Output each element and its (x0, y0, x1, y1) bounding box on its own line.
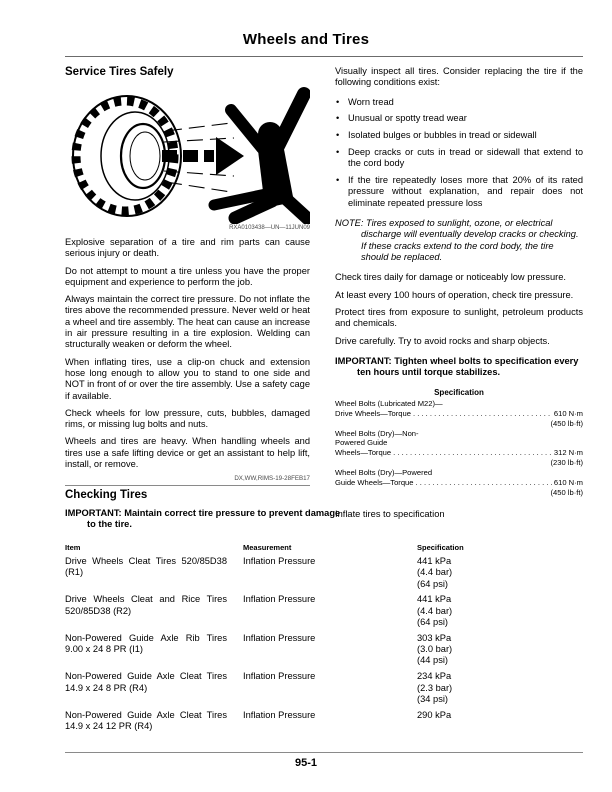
section-heading-service-tires: Service Tires Safely (65, 66, 174, 78)
tire-pressure-table (65, 543, 583, 733)
specification-cell (417, 671, 583, 705)
list-item: • Worn tread (335, 97, 583, 108)
spec-value-secondary: (450 lb·ft) (550, 418, 583, 428)
spec-entry (335, 429, 583, 469)
dot-leader (413, 409, 552, 419)
measurement-cell: Inflation Pressure (243, 671, 316, 682)
list-item: • Deep cracks or cuts in tread or sidewall that extend to the cord body (335, 147, 583, 170)
list-item: • Unusual or spotty tread wear (335, 113, 583, 124)
item-cell: Drive Wheels Cleat Tires 520/85D38 (R1) (65, 556, 227, 578)
header-divider (65, 56, 583, 57)
paragraph: Explosive separation of a tire and rim parts can cause serious injury or death. (65, 237, 310, 259)
spec-line: 441 kPa (417, 594, 452, 605)
note-paragraph: NOTE: Tires exposed to sunlight, ozone, or electrical discharge will eventually develop cracks or checking. If these cracks extend to the cord body, the tire should be replaced. (335, 217, 579, 262)
right-column (335, 66, 583, 529)
list-item: • Isolated bulges or bubbles in tread or sidewall (335, 130, 583, 141)
item-cell: Non-Powered Guide Axle Cleat Tires 14.9 x 24 12 PR (R4) (65, 709, 227, 731)
paragraph: Wheels and tires are heavy. When handling wheels and tires use a safe lifting device or get an assistant to help lift, install, or remove. (65, 436, 310, 470)
spec-leader-line (335, 409, 583, 419)
table-row (65, 556, 583, 590)
section-heading-checking-tires: Checking Tires (65, 489, 148, 501)
list-item: • If the tire repeatedly loses more that 20% of its rated pressure without explanation, and repair does not eliminate repeated pressure loss (335, 175, 583, 209)
page-number: 95-1 (294, 757, 318, 769)
spec-line: (64 psi) (417, 578, 449, 589)
spec-pre-line: Powered Guide (335, 438, 388, 448)
column-header-specification: Specification (417, 542, 464, 552)
inspection-bullet-list (335, 97, 583, 209)
inflate-spec-line: Inflate tires to specification (335, 508, 445, 519)
tire-explosion-warning-illustration (65, 84, 310, 224)
important-paragraph: IMPORTANT: Maintain correct tire pressure to prevent damage to the tire. (65, 508, 341, 530)
specification-cell (417, 633, 583, 667)
table-row (65, 633, 583, 667)
spec-leader-line (335, 448, 583, 458)
important-paragraph: IMPORTANT: Tighten wheel bolts to specification every ten hours until torque stabilizes. (335, 355, 579, 378)
specification-cell (417, 710, 583, 733)
item-cell: Drive Wheels Cleat and Rice Tires 520/85D38 (R2) (65, 594, 227, 616)
spec-line: (4.4 bar) (417, 605, 453, 616)
dot-leader (393, 448, 552, 458)
paragraph: Protect tires from exposure to sunlight, petroleum products and chemicals. (335, 307, 583, 329)
spec-label: Wheels—Torque (335, 448, 392, 458)
spec-line: (4.4 bar) (417, 567, 453, 578)
spec-value: 610 N·m (553, 478, 583, 488)
measurement-cell: Inflation Pressure (243, 594, 316, 605)
spec-line: 290 kPa (417, 709, 452, 720)
measurement-cell: Inflation Pressure (243, 556, 316, 567)
footer-divider (65, 752, 583, 753)
paragraph: Drive carefully. Try to avoid rocks and sharp objects. (335, 335, 550, 346)
spec-line: (44 psi) (417, 655, 449, 666)
spec-value: 610 N·m (553, 408, 583, 418)
table-row (65, 671, 583, 705)
spec-line: 441 kPa (417, 556, 452, 567)
column-header-item: Item (65, 542, 81, 552)
spec-table-title: Specification (434, 387, 484, 397)
paragraph: Check wheels for low pressure, cuts, bubbles, damaged rims, or missing lug bolts and nuts. (65, 407, 310, 430)
spec-line: 234 kPa (417, 671, 452, 682)
column-header-measurement: Measurement (243, 542, 292, 552)
spec-line: (64 psi) (417, 617, 449, 628)
paragraph: Do not attempt to mount a tire unless you have the proper equipment and experience to perform the job. (65, 265, 310, 287)
item-cell: Non-Powered Guide Axle Rib Tires 9.00 x 24 8 PR (I1) (65, 632, 227, 655)
spec-entry (335, 399, 583, 429)
left-column (65, 66, 310, 486)
spec-pre-line: Wheel Bolts (Dry)—Powered (335, 468, 433, 478)
tire-explosion-warning-figure (65, 84, 310, 231)
spec-line: (3.0 bar) (417, 644, 453, 655)
section-end-divider (65, 485, 310, 486)
spec-line: 303 kPa (417, 632, 452, 643)
document-code: DX,WW,RIMS-19-28FEB17 (234, 475, 310, 483)
torque-spec-block (335, 399, 583, 498)
table-header-row (65, 543, 583, 552)
spec-label: Drive Wheels—Torque (335, 408, 411, 418)
spec-pre-line: Wheel Bolts (Dry)—Non- (335, 428, 419, 438)
paragraph: At least every 100 hours of operation, check tire pressure. (335, 289, 574, 300)
spec-value: 312 N·m (553, 448, 583, 458)
specification-cell (417, 594, 583, 628)
dot-leader (416, 478, 552, 488)
measurement-cell: Inflation Pressure (243, 632, 316, 643)
spec-label: Guide Wheels—Torque (335, 478, 414, 488)
page-title: Wheels and Tires (242, 31, 370, 48)
spec-line: (2.3 bar) (417, 682, 453, 693)
paragraph: Always maintain the correct tire pressure. Do not inflate the tires above the recommended pressure. Never weld or heat a wheel and tire assembly. The heat can cause an increase in air pressure resulting in a tire explosion. Welding can structurally weaken or deform the wheel. (65, 294, 310, 350)
specification-cell (417, 556, 583, 590)
checking-tires-section (65, 489, 583, 732)
paragraph: Check tires daily for damage or noticeably low pressure. (335, 272, 566, 283)
spec-line: (34 psi) (417, 693, 449, 704)
inspection-intro: Visually inspect all tires. Consider replacing the tire if the following conditions exist: (335, 66, 583, 88)
figure-id-caption: RXA0103438—UN—11JUN09 (229, 225, 310, 231)
spec-pre-line: Wheel Bolts (Lubricated M22)— (335, 398, 443, 408)
spec-leader-line (335, 478, 583, 488)
spec-value-secondary: (230 lb·ft) (550, 458, 583, 468)
item-cell: Non-Powered Guide Axle Cleat Tires 14.9 x 24 8 PR (R4) (65, 671, 227, 693)
table-row (65, 594, 583, 628)
paragraph: When inflating tires, use a clip-on chuck and extension hose long enough to allow you to stand to one side and NOT in front of or over the tire assembly. Use a safety cage if available. (65, 356, 310, 401)
spec-value-secondary: (450 lb·ft) (550, 487, 583, 497)
table-row (65, 710, 583, 733)
measurement-cell: Inflation Pressure (243, 709, 316, 720)
